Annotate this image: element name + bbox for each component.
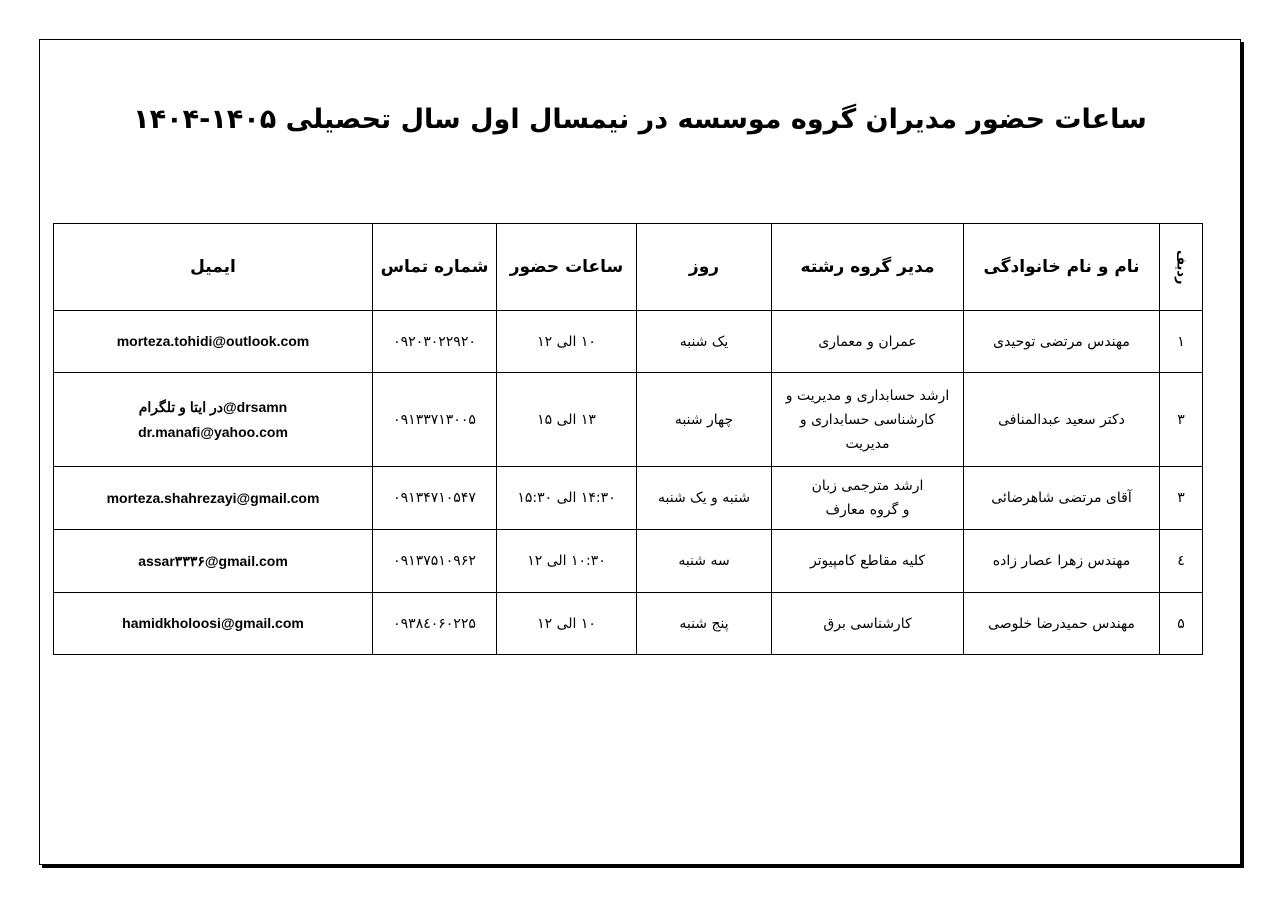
row-name: آقای مرتضی شاهرضائی bbox=[964, 467, 1160, 530]
row-name: مهندس حمیدرضا خلوصی bbox=[964, 593, 1160, 655]
page-title: ساعات حضور مدیران گروه موسسه در نیمسال اول سال تحصیلی ۱۴۰۵-۱۴۰۴ bbox=[133, 104, 1147, 135]
row-group-line: و گروه معارف bbox=[825, 502, 910, 518]
email-link[interactable]: assar۳۳۳۶@gmail.com bbox=[138, 552, 288, 569]
row-email bbox=[54, 467, 373, 530]
row-group bbox=[772, 530, 964, 593]
header-phone: شماره تماس bbox=[373, 224, 497, 311]
row-day: پنج شنبه bbox=[637, 593, 772, 655]
row-index: ۵ bbox=[1160, 593, 1203, 655]
row-phone: ۰۹۱۳۴۷۱۰۵۴۷ bbox=[373, 467, 497, 530]
row-hours: ۱۰ الی ۱۲ bbox=[497, 593, 637, 655]
row-phone: ۰۹۲۰۳۰۲۲۹۲۰ bbox=[373, 311, 497, 373]
row-name: دکتر سعید عبدالمنافی bbox=[964, 373, 1160, 467]
table-row bbox=[54, 373, 1203, 467]
row-index: ۱ bbox=[1160, 311, 1203, 373]
row-email bbox=[54, 311, 373, 373]
row-email bbox=[54, 373, 373, 467]
header-index: ردیف bbox=[1160, 224, 1203, 311]
row-name: مهندس زهرا عصار زاده bbox=[964, 530, 1160, 593]
table-row bbox=[54, 467, 1203, 530]
row-phone: ۰۹۱۳۳۷۱۳۰۰۵ bbox=[373, 373, 497, 467]
row-hours: ۱۰ الی ۱۲ bbox=[497, 311, 637, 373]
row-group-line: ارشد حسابداری و مدیریت و bbox=[785, 387, 950, 404]
row-phone: ۰۹۱۳۷۵۱۰۹۶۲ bbox=[373, 530, 497, 593]
row-group-line: عمران و معماری bbox=[818, 333, 917, 350]
row-group-line: کارشناسی برق bbox=[823, 615, 912, 632]
table-body bbox=[54, 311, 1203, 655]
header-hours: ساعات حضور bbox=[497, 224, 637, 311]
row-group-line: ارشد مترجمی زبان bbox=[811, 478, 924, 494]
header-name: نام و نام خانوادگی bbox=[964, 224, 1160, 311]
email-link[interactable]: morteza.shahrezayi@gmail.com bbox=[106, 489, 320, 506]
header-day: روز bbox=[637, 224, 772, 311]
email-link[interactable]: dr.manafi@yahoo.com bbox=[138, 423, 288, 440]
row-hours: ۱۳ الی ۱۵ bbox=[497, 373, 637, 467]
attendance-table bbox=[53, 223, 1203, 655]
row-day: یک شنبه bbox=[637, 311, 772, 373]
row-group-line: کارشناسی حسابداری و bbox=[799, 411, 936, 428]
table-row bbox=[54, 530, 1203, 593]
row-group bbox=[772, 311, 964, 373]
row-phone: ۰۹۳۸٤۰۶۰۲۲۵ bbox=[373, 593, 497, 655]
row-group-line: کلیه مقاطع کامپیوتر bbox=[809, 553, 926, 569]
table-row bbox=[54, 311, 1203, 373]
row-email bbox=[54, 530, 373, 593]
row-group bbox=[772, 467, 964, 530]
row-index: ۳ bbox=[1160, 467, 1203, 530]
email-link[interactable]: morteza.tohidi@outlook.com bbox=[116, 333, 310, 349]
row-hours: ۱۴:۳۰ الی ۱۵:۳۰ bbox=[497, 467, 637, 530]
row-group bbox=[772, 593, 964, 655]
row-index: ٤ bbox=[1160, 530, 1203, 593]
header-group: مدیر گروه رشته bbox=[772, 224, 964, 311]
row-group-line: مدیریت bbox=[845, 435, 890, 452]
table-row bbox=[54, 593, 1203, 655]
row-day: چهار شنبه bbox=[637, 373, 772, 467]
row-day: شنبه و یک شنبه bbox=[637, 467, 772, 530]
table-header-row bbox=[54, 224, 1203, 311]
row-day: سه شنبه bbox=[637, 530, 772, 593]
row-email bbox=[54, 593, 373, 655]
row-hours: ۱۰:۳۰ الی ۱۲ bbox=[497, 530, 637, 593]
row-group bbox=[772, 373, 964, 467]
header-email: ایمیل bbox=[54, 224, 373, 311]
row-index: ۳ bbox=[1160, 373, 1203, 467]
email-link[interactable]: hamidkholoosi@gmail.com bbox=[122, 615, 304, 631]
row-name: مهندس مرتضی توحیدی bbox=[964, 311, 1160, 373]
email-link[interactable]: drsamn@در ایتا و تلگرام bbox=[138, 398, 288, 415]
